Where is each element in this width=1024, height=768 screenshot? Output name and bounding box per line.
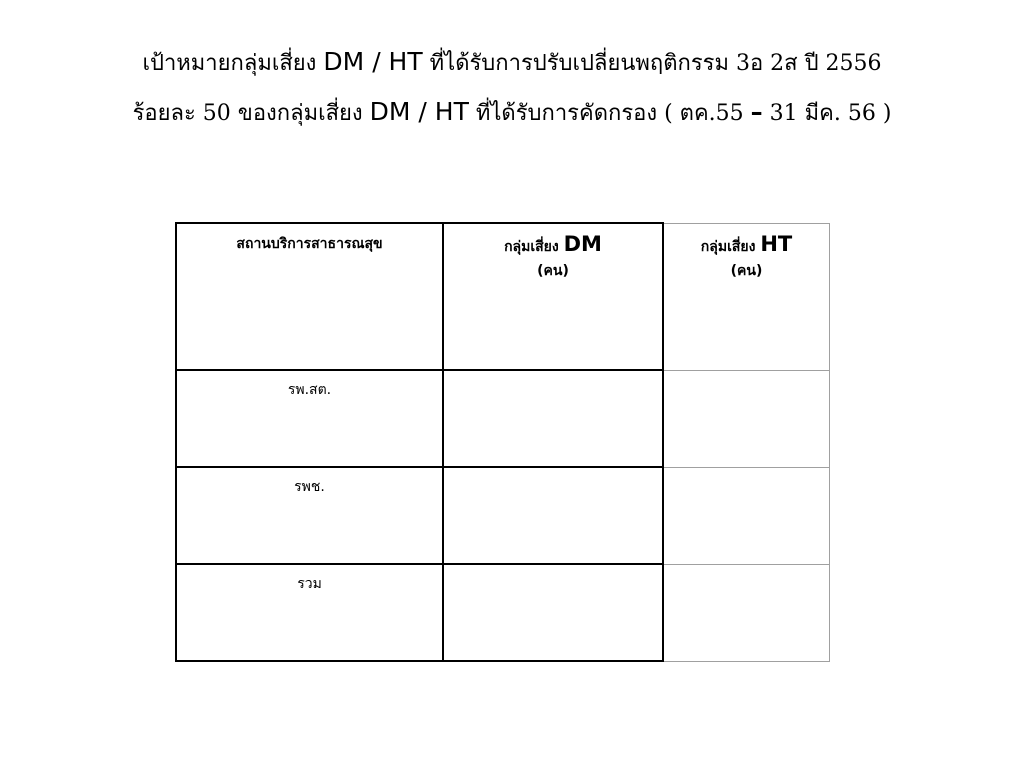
row-ht-cell <box>663 370 830 467</box>
title-line-2-part-a: ร้อยละ 50 ของกลุ่มเสี่ยง <box>132 101 370 126</box>
row-facility-label: รพช. <box>294 479 325 495</box>
title-line-2-code: DM / HT <box>369 97 469 126</box>
row-dm-cell <box>443 564 663 661</box>
title-line-2 <box>0 88 1024 138</box>
table-row <box>176 467 830 564</box>
row-dm-value <box>444 468 662 476</box>
header-facility-label: สถานบริการสาธารณสุข <box>236 236 383 252</box>
header-dm-code: DM <box>563 232 602 256</box>
row-facility-label: รวม <box>297 576 322 592</box>
title-line-2-dash: – <box>750 98 763 126</box>
header-ht-code: HT <box>760 231 793 256</box>
table-row <box>176 370 830 467</box>
row-ht-cell <box>663 564 830 661</box>
table-row <box>176 564 830 661</box>
header-dm-label: กลุ่มเสี่ยง <box>504 239 564 255</box>
title-line-2-part-e: 31 มีค. 56 ) <box>762 101 892 126</box>
row-facility-cell <box>176 467 443 564</box>
header-dm-unit: (คน) <box>537 263 569 279</box>
title-line-2-part-c: ที่ได้รับการคัดกรอง ( ตค.55 <box>468 101 751 126</box>
title-line-1-code: DM / HT <box>323 47 423 76</box>
header-ht-unit: (คน) <box>730 262 763 279</box>
slide-title <box>0 38 1024 138</box>
title-line-1-part-c: ที่ได้รับการปรับเปลี่ยนพฤติกรรม 3อ 2ส ปี 2556 <box>422 51 882 76</box>
row-dm-cell <box>443 467 663 564</box>
row-ht-value <box>664 565 829 573</box>
row-ht-value <box>664 371 829 379</box>
header-ht <box>663 223 830 370</box>
header-ht-label: กลุ่มเสี่ยง <box>700 238 761 255</box>
row-ht-cell <box>663 467 830 564</box>
target-table <box>175 222 830 662</box>
row-facility-cell <box>176 370 443 467</box>
row-ht-value <box>664 468 829 476</box>
title-line-1 <box>0 38 1024 88</box>
row-dm-value <box>444 565 662 573</box>
table-header-row <box>176 223 830 370</box>
header-dm-text <box>444 224 662 283</box>
row-dm-cell <box>443 370 663 467</box>
title-line-1-part-a: เป้าหมายกลุ่มเสี่ยง <box>142 51 324 76</box>
header-ht-text <box>664 224 829 283</box>
header-dm <box>443 223 663 370</box>
row-dm-value <box>444 371 662 379</box>
header-facility <box>176 223 443 370</box>
row-facility-cell <box>176 564 443 661</box>
row-facility-label: รพ.สต. <box>287 382 332 398</box>
